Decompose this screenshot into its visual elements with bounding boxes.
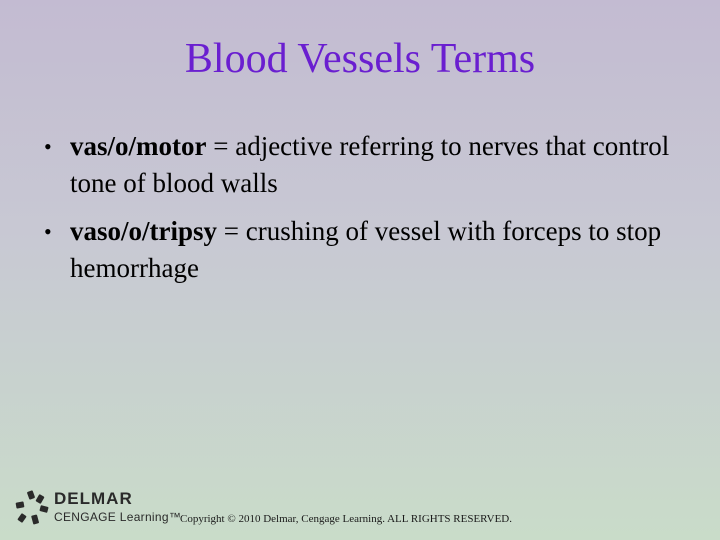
delmar-logo-mark-icon: [14, 490, 50, 526]
bullet-dot: •: [44, 134, 52, 159]
term-vasotripsy: vaso/o/tripsy: [70, 216, 218, 246]
delmar-cengage-logo: [14, 488, 184, 532]
footer: [14, 488, 714, 532]
logo-sub-label: CENGAGE Learning: [54, 510, 169, 524]
definition-vasotripsy: = crushing of vessel with forceps to stop hemorrhage: [70, 216, 662, 283]
logo-trademark: ™: [168, 510, 182, 524]
logo-brand-text: DELMAR: [54, 489, 133, 508]
bullet-dot: •: [44, 219, 52, 244]
slide-title: Blood Vessels Terms: [184, 36, 536, 82]
bullet-list: [44, 128, 694, 298]
bullet-item-vasotripsy: [44, 213, 694, 287]
term-vasomotor: vas/o/motor: [70, 131, 207, 161]
bullet-item-vasomotor: [44, 128, 694, 202]
copyright-notice: Copyright © 2010 Delmar, Cengage Learning. ALL RIGHTS RESERVED.: [180, 513, 512, 525]
logo-sub-text: [54, 510, 181, 524]
definition-vasomotor: = adjective referring to nerves that control tone of blood walls: [70, 131, 670, 198]
